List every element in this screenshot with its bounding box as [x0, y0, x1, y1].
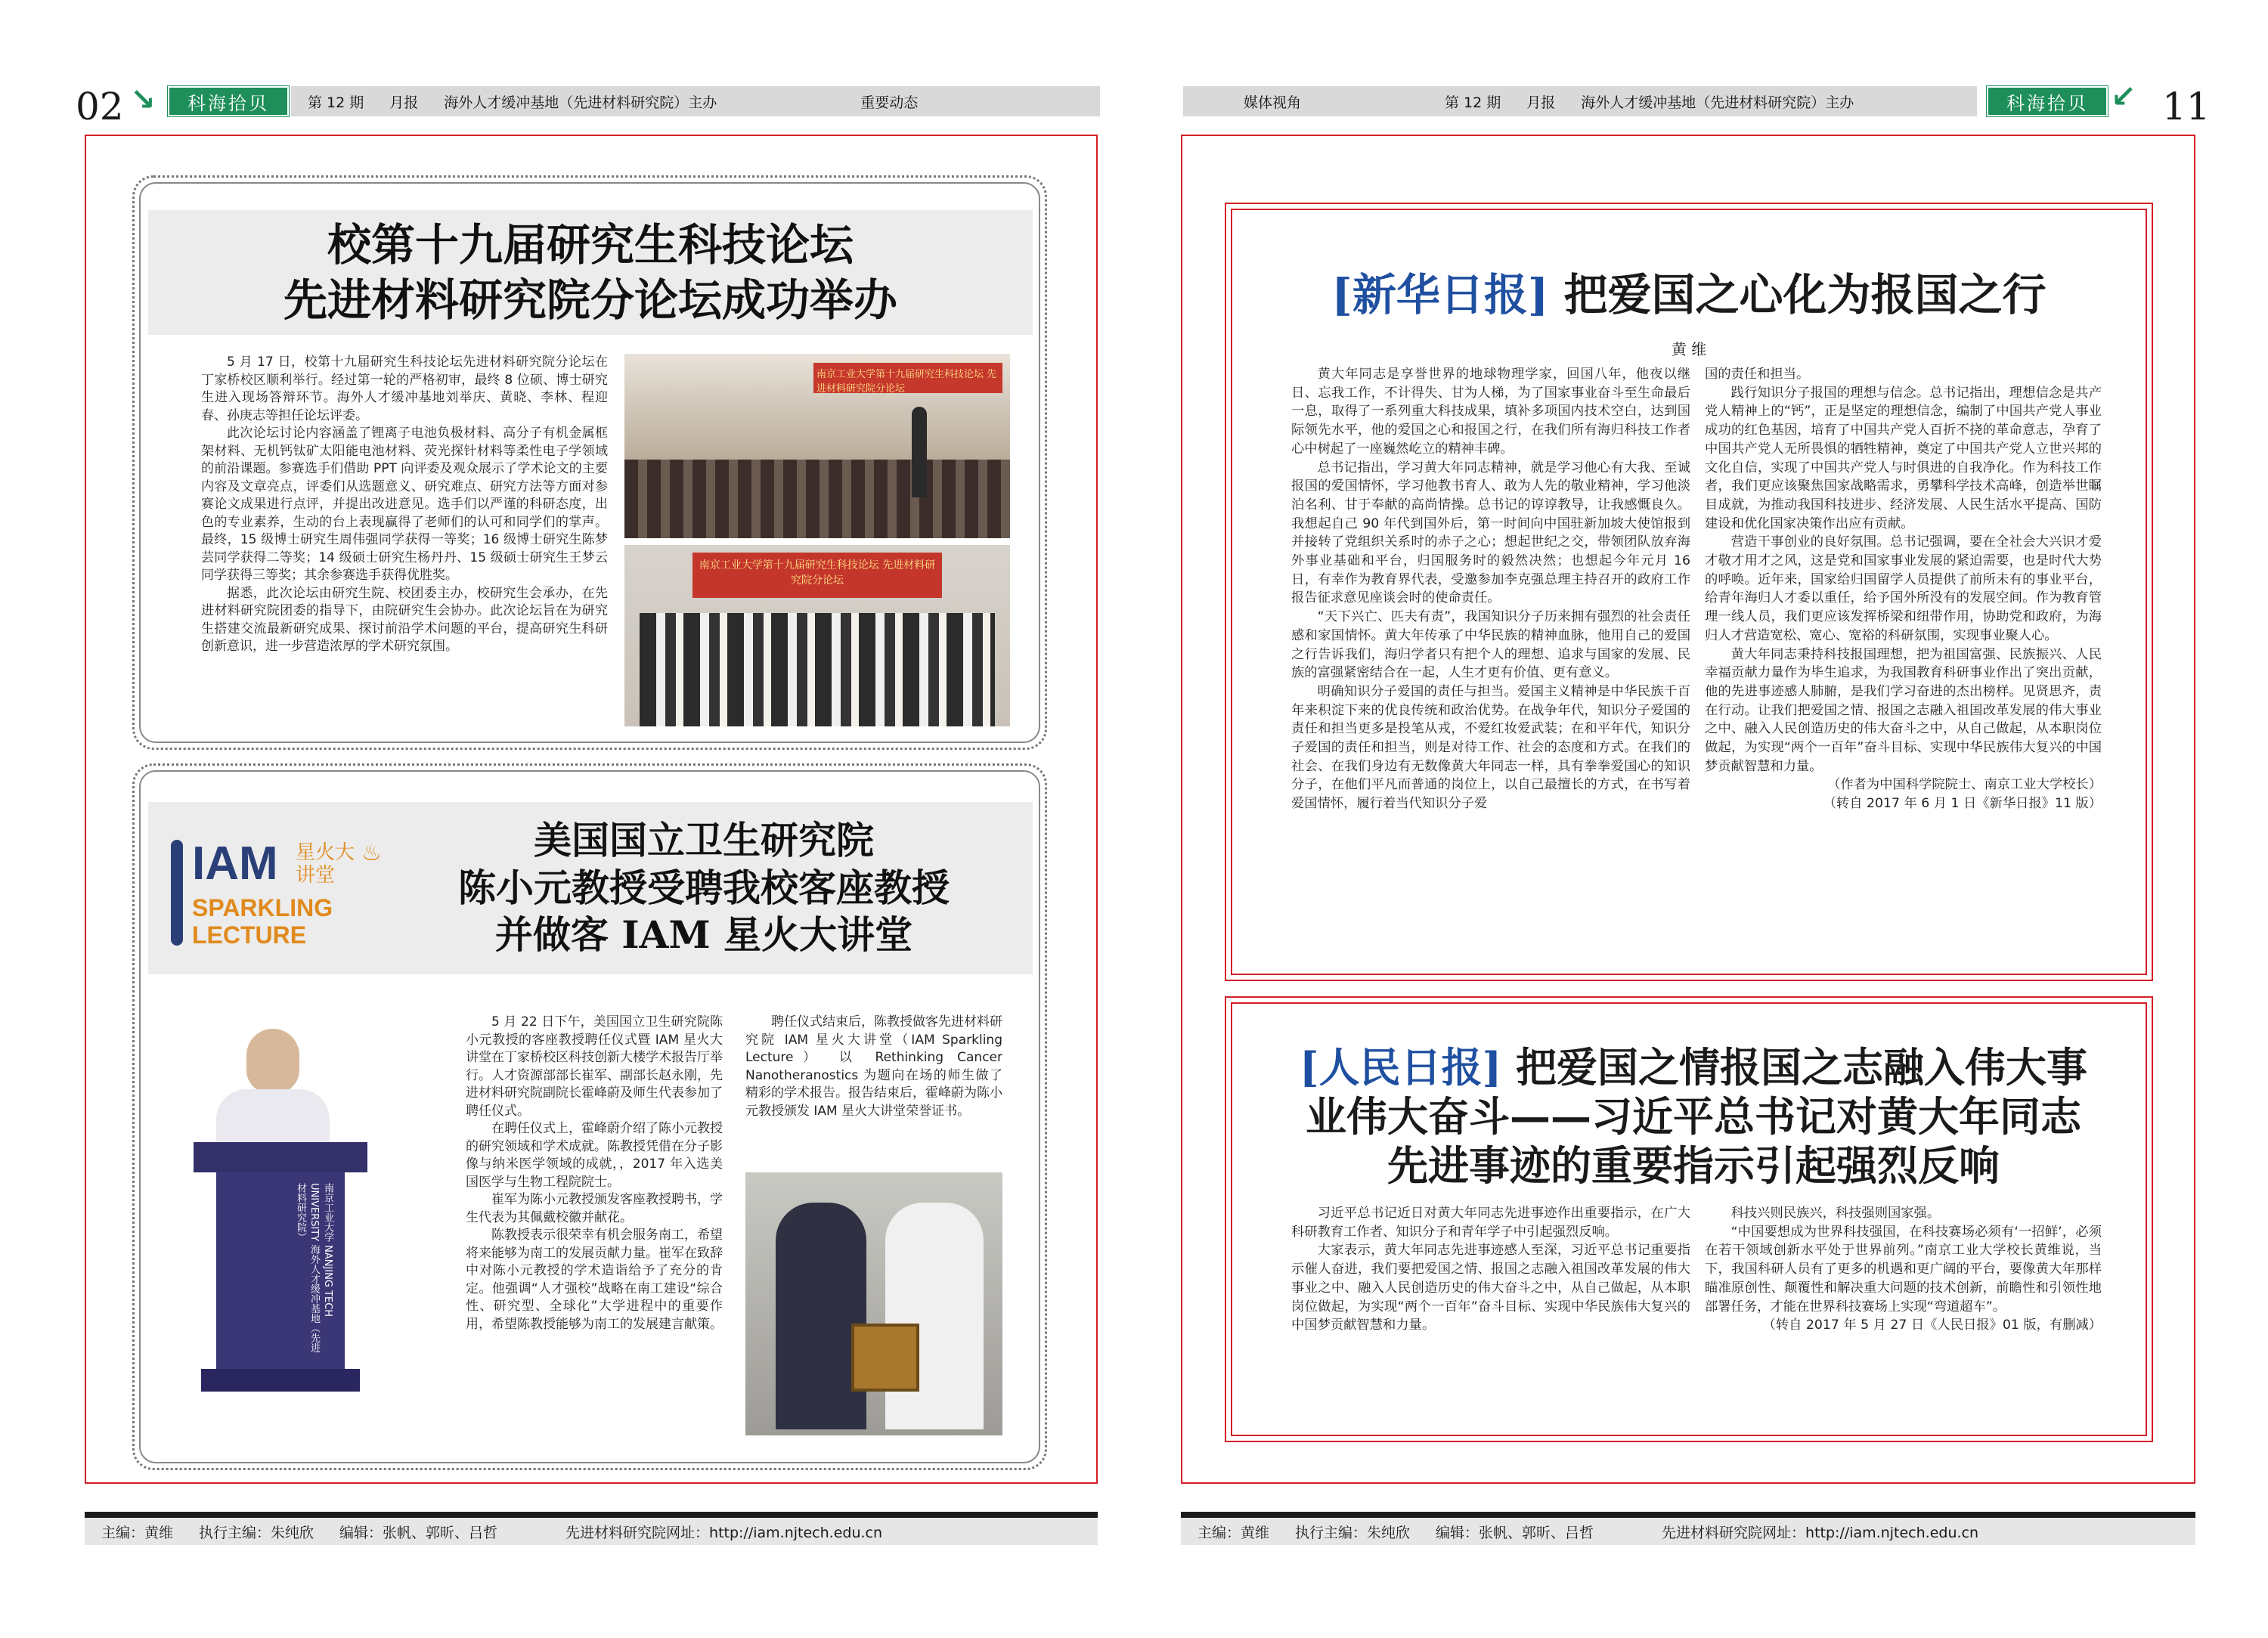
- article-forum: [132, 175, 1047, 750]
- article-title-line1: 校第十九届研究生科技论坛: [327, 219, 854, 271]
- article-body-col2: [1705, 1204, 2102, 1335]
- paragraph: 习近平总书记近日对黄大年同志先进事迹作出重要指示，在广大科研教育工作者、知识分子和青年学子中引起强烈反响。: [1291, 1206, 1690, 1240]
- source-name: 新华日报: [1352, 269, 1528, 320]
- group-people: [640, 613, 995, 726]
- frequency: 月报: [389, 94, 419, 111]
- photo-banner: 南京工业大学第十九届研究生科技论坛 先进材料研究院分论坛: [813, 363, 1002, 393]
- paragraph: 崔军为陈小元教授颁发客座教授聘书，学生代表为其佩戴校徽并献花。: [466, 1192, 723, 1225]
- arrow-down-left-icon: ↙: [2111, 79, 2136, 114]
- article-title-line2: 陈小元教授受聘我校客座教授: [458, 865, 950, 910]
- pencil-icon: [171, 840, 183, 946]
- article-title: [新华日报] 把爱国之心化为报国之行: [1331, 269, 2046, 320]
- article-body-col1: [1291, 1204, 1690, 1335]
- paragraph: 此次论坛讨论内容涵盖了锂离子电池负极材料、高分子有机金属框架材料、无机钙钛矿太阳能电池材料、荧光探针材料等柔性电子学领域的前沿课题。参赛选手们借助 PPT 向评委及观众展示了学术论文的主要内容及文章亮点，评委们从选题意义、研究难点、研究方法等方面对参赛论文成果进行点评，并提出改进意见。选手们以严谨的科研态度，出色的专业素养，生动的台上表现赢得了老师们的认可和同学们的掌声。最终，15 级博士研究生周伟强同学获得一等奖；16 级博士研究生陈梦芸同学获得二等奖；14 级硕士研究生杨丹丹、15 级硕士研究生王梦云同学获得三等奖；其余参赛选手获得优胜奖。: [201, 426, 608, 583]
- arrow-down-right-icon: ↘: [130, 82, 156, 117]
- paragraph: 在聘任仪式上，霍峰蔚介绍了陈小元教授的研究领域和学术成就。陈教授凭借在分子影像与纳米医学领域的成就，，2017 年入选美国医学与生物工程院院士。: [466, 1121, 723, 1190]
- frequency: 月报: [1526, 94, 1556, 111]
- source-note: （转自 2017 年 6 月 1 日《新华日报》11 版）: [1823, 796, 2102, 812]
- iam-logo-en2: LECTURE: [192, 921, 307, 949]
- header-bar: [1183, 86, 1977, 116]
- author-note: （作者为中国科学院院士、南京工业大学校长）: [1827, 777, 2102, 793]
- article-title-line2: 先进材料研究院分论坛成功举办: [283, 274, 897, 326]
- article-body-col1: [466, 1014, 723, 1333]
- podium-top: [194, 1142, 367, 1172]
- masthead-logo: 科海拾贝: [168, 86, 289, 116]
- audience-rows: [624, 460, 1010, 538]
- forum-photo-group: [624, 545, 1010, 726]
- person-left: [776, 1203, 866, 1429]
- article-title-box: [148, 210, 1033, 335]
- paragraph: 5 月 22 日下午，美国国立卫生研究院陈小元教授的客座教授聘任仪式暨 IAM 星火大讲堂在丁家桥校区科技创新大楼学术报告厅举行。人才资源部部长崔军、副部长赵永刚，先进材料研究院副院长霍峰蔚及师生代表参加了聘任仪式。: [466, 1014, 723, 1119]
- paragraph: 黄大年同志秉持科技报国理想，把为祖国富强、民族振兴、人民幸福贡献力量作为毕生追求，为我国教育科研事业作出了突出贡献，他的先进事迹感人肺腑，是我们学习奋进的杰出榜样。见贤思齐，责在行动。让我们把爱国之情、报国之志融入祖国改革发展的伟大事业之中、融入人民创造历史的伟大奋斗之中，从自己做起，从本职岗位做起，为实现“两个一百年”奋斗目标、实现中华民族伟大复兴的中国梦贡献智慧和力量。: [1705, 646, 2102, 774]
- author: 黄 维: [1671, 340, 1707, 358]
- title-line3: 先进事迹的重要指示引起强烈反响: [1387, 1141, 2000, 1190]
- article-title: [人民日报] 把爱国之情报国之志融入伟大事 业伟大奋斗——习近平总书记对黄大年同志 先进事迹的重要指示引起强烈反响: [1255, 1043, 2132, 1190]
- source-note: （转自 2017 年 5 月 27 日《人民日报》01 版，有删减）: [1762, 1318, 2102, 1333]
- footer-website[interactable]: 先进材料研究院网址：http://iam.njtech.edu.cn: [565, 1524, 883, 1541]
- paragraph: 大家表示，黄大年同志先进事迹感人至深，习近平总书记重要指示催人奋进，我们要把爱国之情、报国之志融入祖国改革发展的伟大事业之中、融入人民创造历史的伟大奋斗之中，从自己做起，从本职岗位做起，为实现“两个一百年”奋斗目标、实现中华民族伟大复兴的中国梦贡献智慧和力量。: [1291, 1243, 1690, 1333]
- person-right: [885, 1203, 984, 1429]
- footer-chief-editor: 主编：黄维: [1198, 1524, 1270, 1541]
- footer-website[interactable]: 先进材料研究院网址：http://iam.njtech.edu.cn: [1662, 1524, 1979, 1541]
- article-title-line3: 并做客 IAM 星火大讲堂: [494, 912, 913, 958]
- article-body: [201, 354, 608, 656]
- footer-editors: 编辑：张帆、郭昕、吕哲: [1436, 1524, 1594, 1541]
- issue-number: 第 12 期: [308, 94, 364, 111]
- paragraph: 营造干事创业的良好氛围。总书记强调，要在全社会大兴识才爱才敬才用才之风，这是党和国家事业发展的紧迫需要，也是时代大势的呼唤。近年来，国家给归国留学人员提供了前所未有的事业平台，给青年海归人才委以重任，给予国外所没有的发展空间。作为教育管理一线人员，我们更应该发挥桥梁和纽带作用，协助党和政府，为海归人才营造宽松、宽心、宽裕的科研氛围，实现事业聚人心。: [1705, 534, 2102, 643]
- article-title-line1: 美国国立卫生研究院: [534, 818, 874, 863]
- article-renmin: [1225, 996, 2153, 1442]
- paragraph: “中国要想成为世界科技强国，在科技赛场必须有‘一招鲜’，必须在若干领域创新水平处于世界前列。”南京工业大学校长黄维说，当下，我国科研人员有了更多的机遇和更广阔的平台，要像黄大年那样瞄准原创性、颠覆性和解决重大问题的技术创新，前瞻性和引领性地部署任务，才能在世界科技赛场上实现“弯道超车”。: [1705, 1224, 2102, 1314]
- paragraph: 明确知识分子爱国的责任与担当。爱国主义精神是中华民族千百年来积淀下来的优良传统和政治优势。在战争年代，知识分子爱国的责任和担当更多是投笔从戎，不爱红妆爱武装；在和平年代，知识分子爱国的责任和担当，则是对待工作、社会的态度和方式。在我们的社会、在我们身边有无数像黄大年同志一样，具有拳拳爱国心的知识分子，在他们平凡而普通的岗位上，以自己最擅长的方式，在书写着爱国情怀，履行着当代知识分子爱: [1291, 683, 1690, 812]
- iam-sparkling-logo: [171, 838, 390, 949]
- footer-exec-editor: 执行主编：朱纯欣: [1295, 1524, 1411, 1541]
- article-body-col1: [1291, 365, 1690, 813]
- host: 海外人才缓冲基地（先进材料研究院）主办: [444, 94, 717, 111]
- footer-bar: [1181, 1512, 2195, 1545]
- page-number: 11: [2162, 85, 2211, 129]
- podium-body: 南京工业大学 NANJING TECH UNIVERSITY 海外人才缓冲基地（先进材料研究院）: [216, 1172, 345, 1369]
- speaker-head: [246, 1029, 299, 1093]
- paragraph: 总书记指出，学习黄大年同志精神，就是学习他心有大我、至诚报国的爱国情怀，学习他教书育人、敢为人先的敬业精神，学习他淡泊名利、甘于奉献的高尚情操。总书记的谆谆教导，让我感慨良久。我想起自己 90 年代到国外后，第一时间向中国驻新加坡大使馆报到并接转了党组织关系时的赤子之心；想起世纪之交，带领团队放弃海外事业基础和平台，归国服务时的毅然决然；也想起今年元月 16 日，有幸作为教育界代表，受邀参加李克强总理主持召开的政府工作报告征求意见座谈会时的使命责任。: [1291, 460, 1690, 606]
- title-line1: 把爱国之情报国之志融入伟大事: [1515, 1043, 2087, 1091]
- certificate-photo: [745, 1172, 1002, 1435]
- paragraph: 据悉，此次论坛由研究生院、校团委主办，校研究生会承办，在先进材料研究院团委的指导下，由院研究生会协办。此次论坛旨在为研究生搭建交流最新研究成果、探讨前沿学术问题的平台，提高研究生科研创新意识，进一步营造浓厚的学术研究氛围。: [201, 585, 608, 654]
- section-name: 媒体视角: [1244, 94, 1302, 111]
- podium-base: [201, 1369, 360, 1392]
- article-lecture: [132, 763, 1047, 1470]
- title-text: 把爱国之心化为报国之行: [1563, 269, 2046, 320]
- paragraph: 科技兴则民族兴，科技强则国家强。: [1730, 1206, 1941, 1221]
- paragraph: 践行知识分子报国的理想与信念。总书记指出，理想信念是共产党人精神上的“钙”，正是坚定的理想信念，编制了中国共产党人事业成功的红色基因，培育了中国共产党人百折不挠的革命意志，孕育了中国共产党人无所畏惧的牺牲精神，奠定了中国共产党人立世兴邦的文化自信，实现了中国共产党人与时俱进的自我净化。作为科技工作者，我们更应该聚焦国家战略需求，勇攀科学技术高峰，创造举世瞩目成就，为推动我国科技进步、经济发展、人民生活水平提高、国防建设和优化国家决策作出应有贡献。: [1705, 385, 2102, 531]
- host: 海外人才缓冲基地（先进材料研究院）主办: [1581, 94, 1854, 111]
- header-bar: [291, 86, 1100, 116]
- paragraph: 黄大年同志是享誉世界的地球物理学家，回国八年，他夜以继日、忘我工作，不计得失、甘为人梯，为了国家事业奋斗至生命最后一息，取得了一系列重大科技成果，填补多项国内技术空白，达到国际领先水平，他的爱国之心和报国之行，在我们所有海归科技工作者心中树起了一座巍然屹立的精神丰碑。: [1291, 367, 1690, 457]
- footer-exec-editor: 执行主编：朱纯欣: [199, 1524, 314, 1541]
- paragraph: 陈教授表示很荣幸有机会服务南工，希望将来能够为南工的发展贡献力量。崔军在致辞中对陈小元教授的学术造诣给予了充分的肯定。他强调“人才强校”战略在南工建设“综合性、研究型、全球化”大学进程中的重要作用，希望陈教授能够为南工的发展建言献策。: [466, 1228, 723, 1332]
- speaker-at-podium-photo: [171, 1014, 420, 1429]
- forum-photo-audience: [624, 354, 1010, 538]
- footer-editors: 编辑：张帆、郭昕、吕哲: [339, 1524, 498, 1541]
- article-body-col2: [745, 1014, 1002, 1120]
- flame-icon: ♨: [361, 840, 382, 866]
- article-xinhua: [1225, 203, 2153, 981]
- source-name: 人民日报: [1318, 1043, 1483, 1091]
- article-body-col2: [1705, 365, 2102, 813]
- footer-chief-editor: 主编：黄维: [101, 1524, 174, 1541]
- paragraph: “天下兴亡、匹夫有责”，我国知识分子历来拥有强烈的社会责任感和家国情怀。黄大年传承了中华民族的精神血脉，他用自己的爱国之行告诉我们，海归学者只有把个人的理想、追求与国家的发展、民族的富强紧密结合在一起，人生才更有价值、更有意义。: [1291, 609, 1690, 681]
- section-name: 重要动态: [860, 94, 919, 111]
- iam-logo-text: IAM: [192, 838, 278, 890]
- issue-number: 第 12 期: [1445, 94, 1501, 111]
- footer-bar: [85, 1512, 1098, 1545]
- speaker-figure: [912, 407, 927, 497]
- masthead-logo: 科海拾贝: [1987, 86, 2108, 116]
- title-line2: 业伟大奋斗——习近平总书记对黄大年同志: [1306, 1091, 2081, 1141]
- photo-banner: 南京工业大学第十九届研究生科技论坛 先进材料研究院分论坛: [692, 553, 942, 598]
- iam-logo-en1: SPARKLING: [192, 894, 333, 921]
- article-title-box: [148, 802, 1033, 974]
- page-number: 02: [76, 85, 124, 129]
- certificate-plaque: [851, 1324, 919, 1392]
- paragraph: 聘任仪式结束后，陈教授做客先进材料研究院 IAM 星火大讲堂（IAM Sparkling Lecture） 以 Rethinking Cancer Nanotheranostics 为题向在场的师生做了精彩的学术报告。报告结束后，霍峰蔚为陈小元教授颁发 IAM 星火大讲堂荣誉证书。: [745, 1014, 1002, 1119]
- paragraph: 国的责任和担当。: [1705, 367, 1810, 382]
- iam-logo-cn: 星火大讲堂: [296, 841, 355, 887]
- paragraph: 5 月 17 日，校第十九届研究生科技论坛先进材料研究院分论坛在丁家桥校区顺利举行。经过第一轮的严格初审，最终 8 位硕、博士研究生进入现场答辩环节。海外人才缓冲基地刘举庆、黄晓、李林、程迎春、孙庚志等担任论坛评委。: [201, 355, 608, 423]
